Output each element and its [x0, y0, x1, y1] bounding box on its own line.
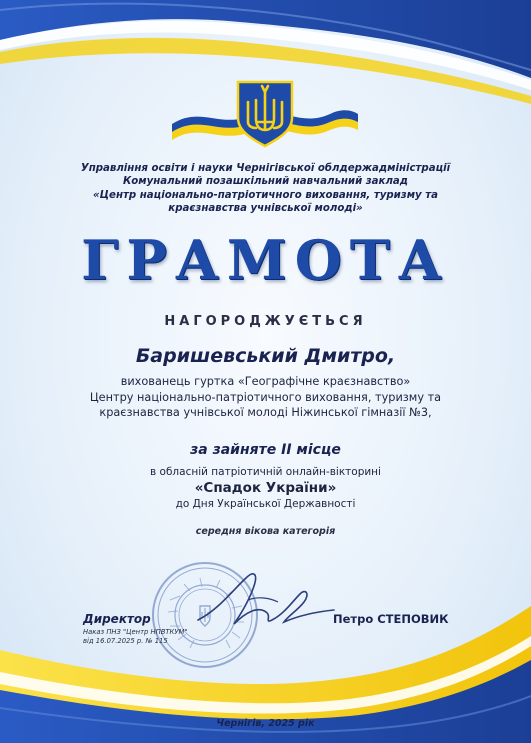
certificate-title: ГРАМОТА: [81, 228, 450, 292]
order-line-1: Наказ ПНЗ "Центр НПВТКУМ": [83, 628, 188, 636]
footer-place-date: Чернігів, 2025 рік: [216, 718, 315, 729]
issuer-heading: [50, 162, 481, 216]
issuer-line-3: «Центр національно-патріотичного виховання, туризму та: [92, 189, 439, 201]
age-category: середня вікова категорія: [195, 526, 336, 537]
recipient-description: [40, 374, 491, 421]
issuer-line-2: Комунальний позашкільний навчальний заклад: [122, 176, 409, 188]
event-line-3: до Дня Української Державності: [175, 498, 356, 510]
coat-of-arms-icon: [170, 78, 360, 148]
awarded-label: НАГОРОДЖУЄТЬСЯ: [164, 314, 367, 329]
order-reference: [83, 628, 188, 646]
issuer-line-4: краєзнавства учнівської молоді»: [168, 203, 363, 215]
order-line-2: від 16.07.2025 р. № 115: [83, 637, 168, 645]
quiz-name: «Спадок України»: [194, 480, 337, 496]
director-label: Директор: [83, 612, 151, 626]
recipient-desc-line-2: Центру національно-патріотичного виховання, туризму та: [89, 390, 442, 404]
recipient-desc-line-3: краєзнавства учнівської молоді Ніжинської гімназії №3,: [99, 406, 432, 420]
event-line-1: в обласній патріотичній онлайн-вікторині: [150, 466, 381, 478]
recipient-name: Баришевський Дмитро,: [135, 345, 396, 367]
director-name: Петро СТЕПОВИК: [333, 612, 449, 626]
issuer-line-1: Управління освіти і науки Чернігівської облдержадміністрації: [80, 163, 451, 174]
event-description: [0, 465, 531, 511]
place-text: за зайняте ІІ місце: [190, 442, 341, 458]
signature-icon: [188, 560, 338, 640]
recipient-desc-line-1: вихованець гуртка «Географічне краєзнавство»: [120, 375, 411, 388]
